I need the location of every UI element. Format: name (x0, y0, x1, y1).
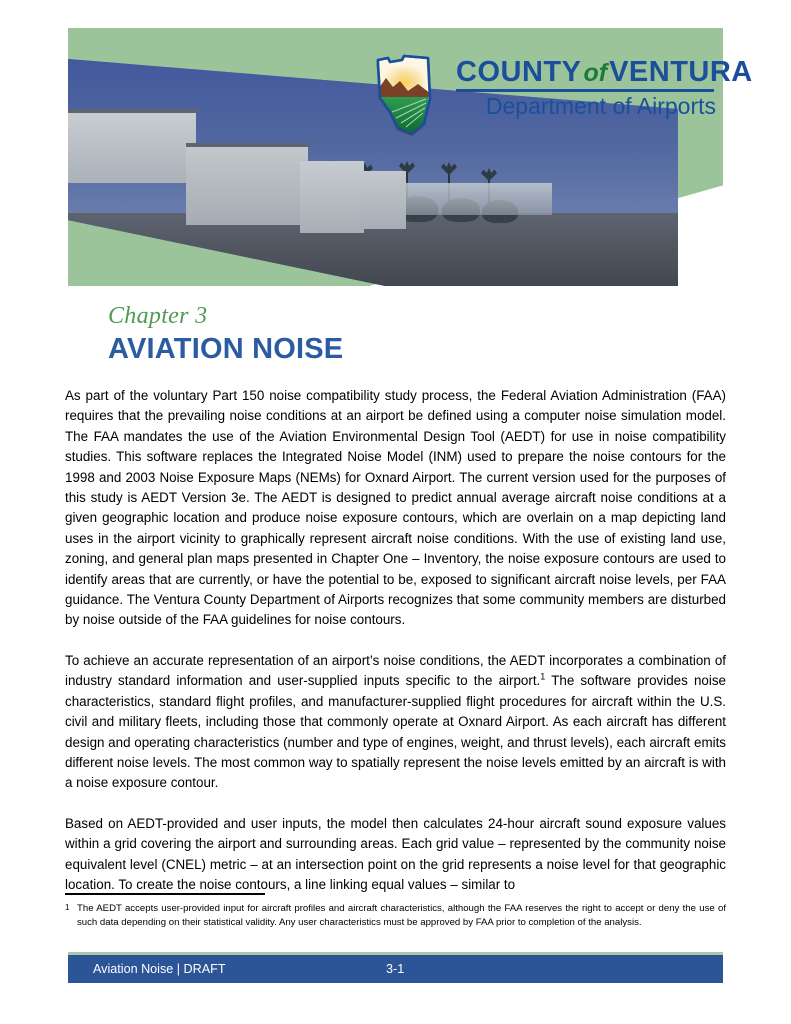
hangar-building (68, 111, 196, 183)
paragraph-3-text: Based on AEDT-provided and user inputs, the model then calculates 24-hour aircraft sound exposure values within a grid covering the airport and surrounding areas. Each grid value – represented by the community noise equivalent level (CNEL) metric – at an intersection point on the grid represents a noise level for that geographic location. To create the noise contours, a line linking equal values – similar to (65, 815, 726, 892)
logo-county-word: COUNTY (456, 56, 582, 88)
chapter-title-block (108, 303, 608, 368)
footnote-number: 1 (65, 902, 70, 912)
hangar-building (186, 145, 308, 225)
paragraph-1 (65, 386, 726, 631)
footnote-area (65, 893, 726, 931)
footer-bar (68, 955, 723, 983)
page-footer (68, 952, 723, 983)
footnote-text: The AEDT accepts user-provided input for aircraft profiles and aircraft characteristics, although the FAA reserves the right to accept or deny the use of such data depending on their statistical validity. Any user characteristics must be approved by FAA prior to completion of the analysis. (77, 902, 726, 929)
body-text (65, 386, 726, 895)
logo-department-line: Department of Airports (485, 93, 716, 119)
paragraph-1-text: As part of the voluntary Part 150 noise compatibility study process, the Federal Aviation Administration (FAA) requires that the prevailing noise conditions at an airport be defined using a computer noise simulation model. The FAA mandates the use of the Aviation Environmental Design Tool (AEDT) for use in noise compatibility studies. This software replaces the Integrated Noise Model (INM) used to prepare the noise contours for the 1998 and 2003 Noise Exposure Maps (NEMs) for Oxnard Airport. The current version used for the purposes of this study is AEDT Version 3e. The AEDT is designed to predict annual average aircraft noise conditions at a given geographic location and produce noise exposure contours, which are overlain on a map depicting land uses in the airport vicinity to graphically represent aircraft noise conditions. With the use of existing land use, zoning, and general plan maps presented in Chapter One – Inventory, the noise exposure contours are used to identify areas that are currently, or have the potential to be, exposed to significant aircraft noise levels, per FAA guidance. The Ventura County Department of Airports recognizes that some community members are disturbed by noise outside of the FAA guidelines for noise contours. (65, 388, 726, 628)
county-of-ventura-logo (372, 54, 753, 140)
ventura-county-seal-icon (372, 54, 444, 138)
paragraph-2 (65, 651, 726, 794)
hangar-building (360, 171, 406, 229)
logo-divider-rule (456, 89, 714, 92)
hangar-roof (68, 109, 198, 113)
paragraph-2-text-before-footnote: To achieve an accurate representation of an airport’s noise conditions, the AEDT incorporates a combination of industry standard information and user-supplied inputs specific to the airport. (65, 652, 726, 689)
perimeter-fence (406, 183, 552, 215)
logo-of-word: of (583, 59, 608, 87)
footnote-reference-1[interactable]: 1 (540, 671, 546, 682)
footnote-separator-rule (65, 893, 265, 895)
paragraph-3 (65, 814, 726, 896)
logo-wordmark (456, 56, 753, 119)
paragraph-2-text-after-footnote: The software provides noise characteristics, standard flight profiles, and manufacturer-supplied flight procedures for aircraft within the U.S. civil and military fleets, including those that commonly operate at Oxnard Airport. As each aircraft has different design and operating characteristics (number and type of engines, weight, and thrust levels), each aircraft emits different noise levels. The most common way to spatially represent the noise levels emitted by an aircraft is with a noise exposure contour. (65, 673, 726, 791)
hangar-roof (186, 143, 310, 147)
header-banner (68, 28, 753, 286)
footer-document-title: Aviation Noise | DRAFT (93, 962, 226, 976)
footnote-entry (65, 902, 726, 931)
footer-page-number: 3-1 (386, 962, 405, 976)
hangar-building (300, 161, 364, 233)
logo-line-county-of-ventura (456, 56, 753, 88)
page-title: AVIATION NOISE (108, 333, 344, 366)
chapter-label: Chapter 3 (108, 303, 208, 329)
logo-ventura-word: VENTURA (609, 56, 753, 88)
